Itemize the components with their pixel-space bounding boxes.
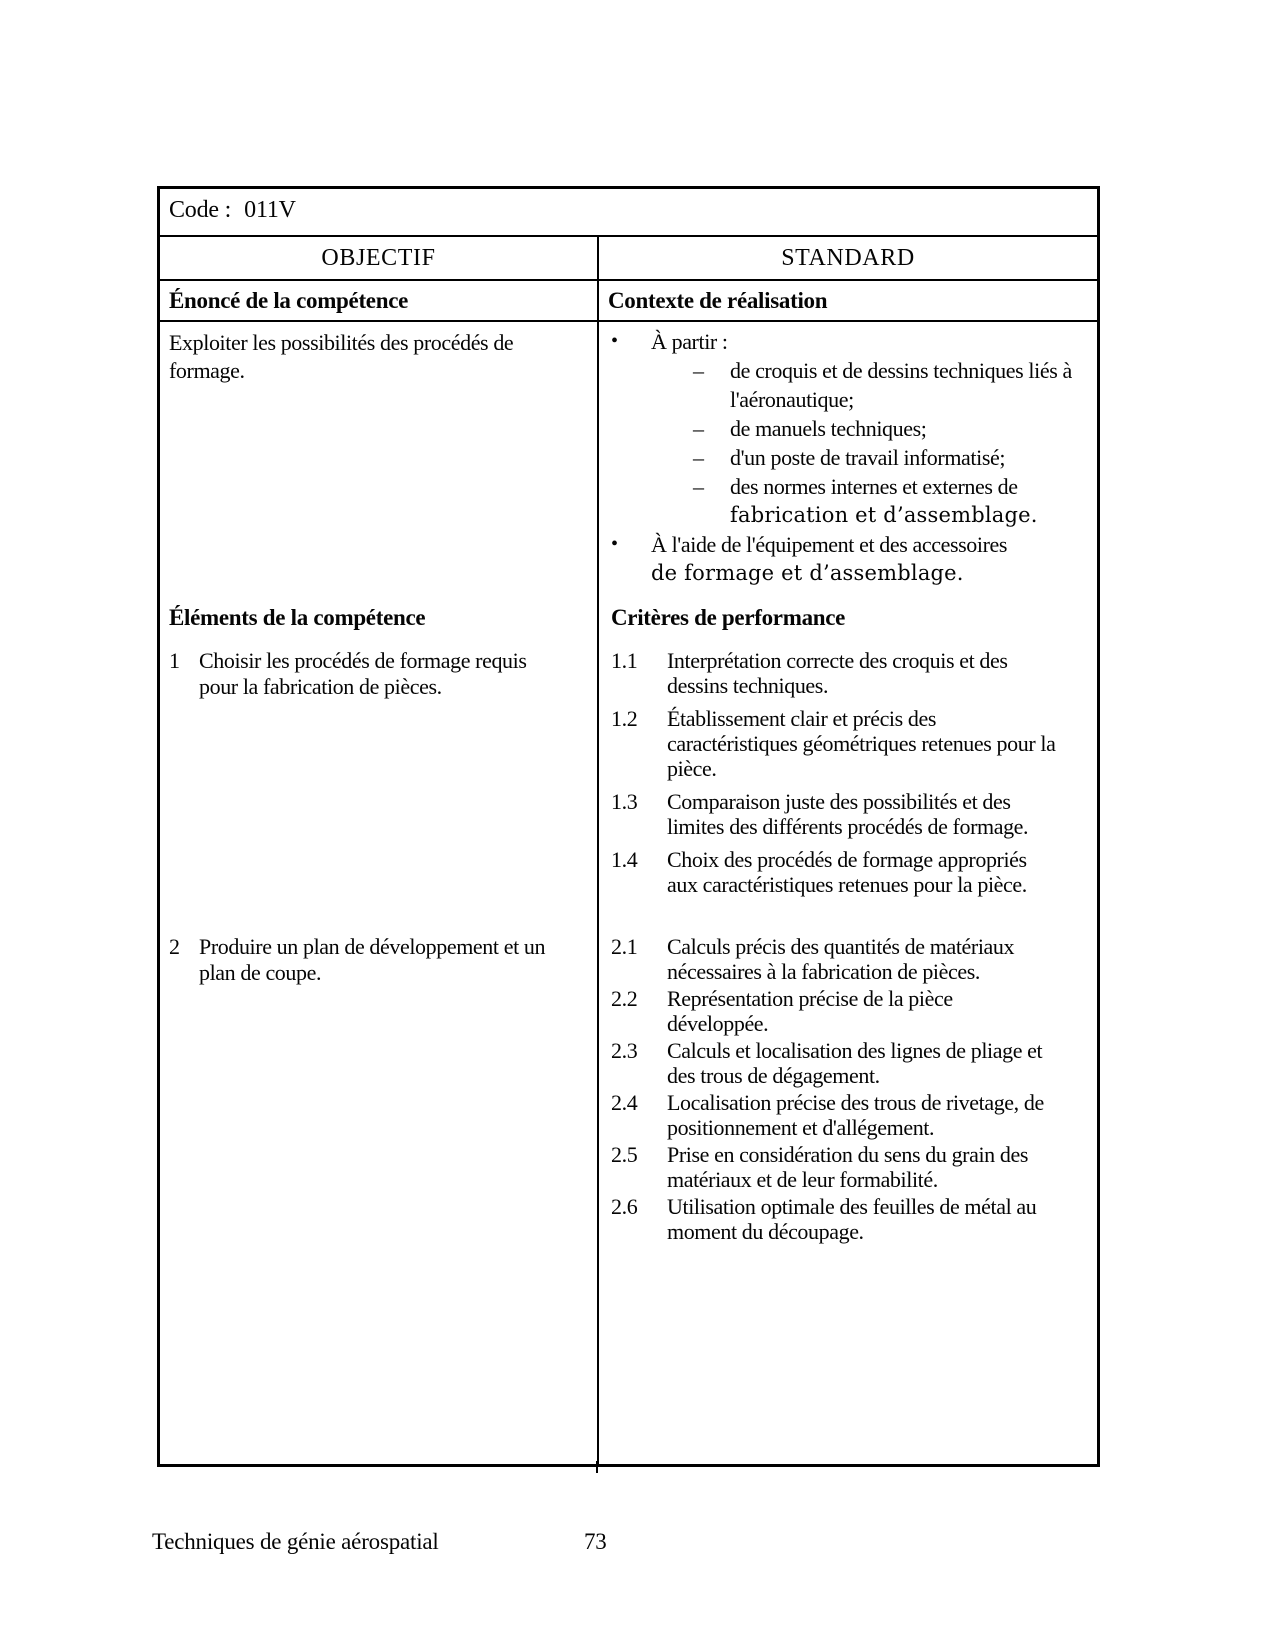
item-lines (730, 443, 1005, 472)
element-item (169, 934, 591, 986)
item-lines (730, 472, 1038, 530)
criterion-item (611, 789, 1093, 839)
criterion-item (611, 1038, 1093, 1088)
criterion-number: 1.2 (611, 706, 638, 731)
item-lines (667, 648, 1008, 698)
element-number: 1 (169, 648, 180, 673)
text-line: fabrication et d’assemblage. (730, 503, 1038, 527)
item-lines (667, 1194, 1036, 1244)
text-line: Calculs et localisation des lignes de pliage et (667, 1038, 1043, 1063)
criterion-item (611, 847, 1093, 897)
text-line: Représentation précise de la pièce (667, 986, 953, 1011)
text-line: dessins techniques. (667, 673, 829, 698)
context-list (597, 322, 1097, 604)
item-lines (667, 1142, 1028, 1192)
item-lines (667, 847, 1027, 897)
item-lines (667, 1090, 1044, 1140)
criterion-item (611, 648, 1093, 698)
text-line: pièce. (667, 756, 717, 781)
text-line: Calculs précis des quantités de matériaux (667, 934, 1015, 959)
dash-icon: – (693, 474, 704, 499)
bullet-icon: • (611, 533, 618, 555)
text-line: moment du découpage. (667, 1219, 864, 1244)
text-line: d'un poste de travail informatisé; (730, 445, 1006, 470)
section-header-criteres: Critères de performance (597, 604, 1097, 644)
item-lines (651, 530, 1007, 588)
footer-page-number: 73 (584, 1529, 607, 1554)
subheader-contexte-realisation: Contexte de réalisation (597, 281, 1097, 322)
context-bullet-item (611, 530, 1093, 588)
item-lines (667, 1038, 1042, 1088)
subheader-enonce-competence: Énoncé de la compétence (160, 281, 597, 322)
item-lines (199, 648, 527, 700)
text-line: Prise en considération du sens du grain des (667, 1142, 1029, 1167)
criterion-item (611, 706, 1093, 781)
text-line: Exploiter les possibilités des procédés de (169, 330, 514, 355)
code-row (160, 189, 1097, 237)
element-1-cell (160, 644, 597, 930)
text-line: À partir : (651, 329, 728, 354)
context-sub-item (693, 443, 1093, 472)
element-2-cell (160, 930, 597, 1464)
text-line: À l'aide de l'équipement et des accessoires (651, 532, 1008, 557)
item-lines (730, 414, 926, 443)
criterion-item (611, 934, 1093, 984)
text-line: Choix des procédés de formage appropriés (667, 847, 1027, 872)
item-lines (667, 986, 953, 1036)
competence-statement (160, 322, 597, 604)
dash-icon: – (693, 358, 704, 383)
column-header-objectif: OBJECTIF (160, 237, 597, 281)
text-line: des normes internes et externes de (730, 474, 1018, 499)
item-lines (667, 706, 1055, 781)
text-line: nécessaires à la fabrication de pièces. (667, 959, 981, 984)
criterion-number: 2.6 (611, 1194, 638, 1219)
criterion-number: 2.3 (611, 1038, 638, 1063)
text-line: de formage et d’assemblage. (651, 561, 964, 585)
dash-icon: – (693, 416, 704, 441)
criterion-number: 1.3 (611, 789, 638, 814)
text-line: pour la fabrication de pièces. (199, 674, 442, 699)
text-line: plan de coupe. (199, 960, 322, 985)
text-line: aux caractéristiques retenues pour la pièce. (667, 872, 1027, 897)
section-header-elements: Éléments de la compétence (169, 605, 426, 630)
bullet-icon: • (611, 330, 618, 352)
item-lines (651, 327, 728, 356)
criterion-number: 2.2 (611, 986, 638, 1011)
criterion-item (611, 1090, 1093, 1140)
item-lines (667, 789, 1028, 839)
text-line: Comparaison juste des possibilités et des (667, 789, 1011, 814)
text-line: des trous de dégagement. (667, 1063, 880, 1088)
text-line: Produire un plan de développement et un (199, 934, 546, 959)
text-line: Établissement clair et précis des (667, 706, 937, 731)
dash-icon: – (693, 445, 704, 470)
text-line: de manuels techniques; (730, 416, 927, 441)
code-label: Code : (169, 197, 232, 223)
text-line: Utilisation optimale des feuilles de métal au (667, 1194, 1037, 1219)
text-line: formage. (169, 358, 245, 383)
text-line: Interprétation correcte des croquis et des (667, 648, 1008, 673)
context-sub-item (693, 472, 1093, 530)
column-header-standard: STANDARD (597, 237, 1097, 281)
item-lines (667, 934, 1014, 984)
criteria-group-2-cell (597, 930, 1097, 1464)
text-line: Choisir les procédés de formage requis (199, 648, 527, 673)
text-line: de croquis et de dessins techniques liés à (730, 358, 1072, 383)
text-line: caractéristiques géométriques retenues pour la (667, 731, 1056, 756)
text-line: Localisation précise des trous de rivetage, de (667, 1090, 1044, 1115)
criterion-number: 2.4 (611, 1090, 638, 1115)
criterion-item (611, 1194, 1093, 1244)
text-line: matériaux et de leur formabilité. (667, 1167, 938, 1192)
element-item (169, 648, 591, 700)
criterion-item (611, 1142, 1093, 1192)
element-number: 2 (169, 934, 180, 959)
criterion-number: 2.5 (611, 1142, 638, 1167)
context-bullet-item (611, 327, 1093, 356)
context-sub-item (693, 414, 1093, 443)
footer-program-title: Techniques de génie aérospatial (152, 1529, 439, 1554)
text-line: positionnement et d'allégement. (667, 1115, 935, 1140)
criterion-number: 2.1 (611, 934, 638, 959)
criterion-item (611, 986, 1093, 1036)
criterion-number: 1.1 (611, 648, 638, 673)
item-lines (730, 356, 1072, 414)
context-sub-item (693, 356, 1093, 414)
item-lines (199, 934, 545, 986)
text-line: développée. (667, 1011, 769, 1036)
column-divider-overhang (596, 1461, 598, 1473)
text-line: l'aéronautique; (730, 387, 854, 412)
criterion-number: 1.4 (611, 847, 638, 872)
text-line: limites des différents procédés de formage. (667, 814, 1029, 839)
objective-standard-table (157, 186, 1100, 1467)
code-value: 011V (244, 197, 296, 223)
criteria-group-1-cell (597, 644, 1097, 930)
